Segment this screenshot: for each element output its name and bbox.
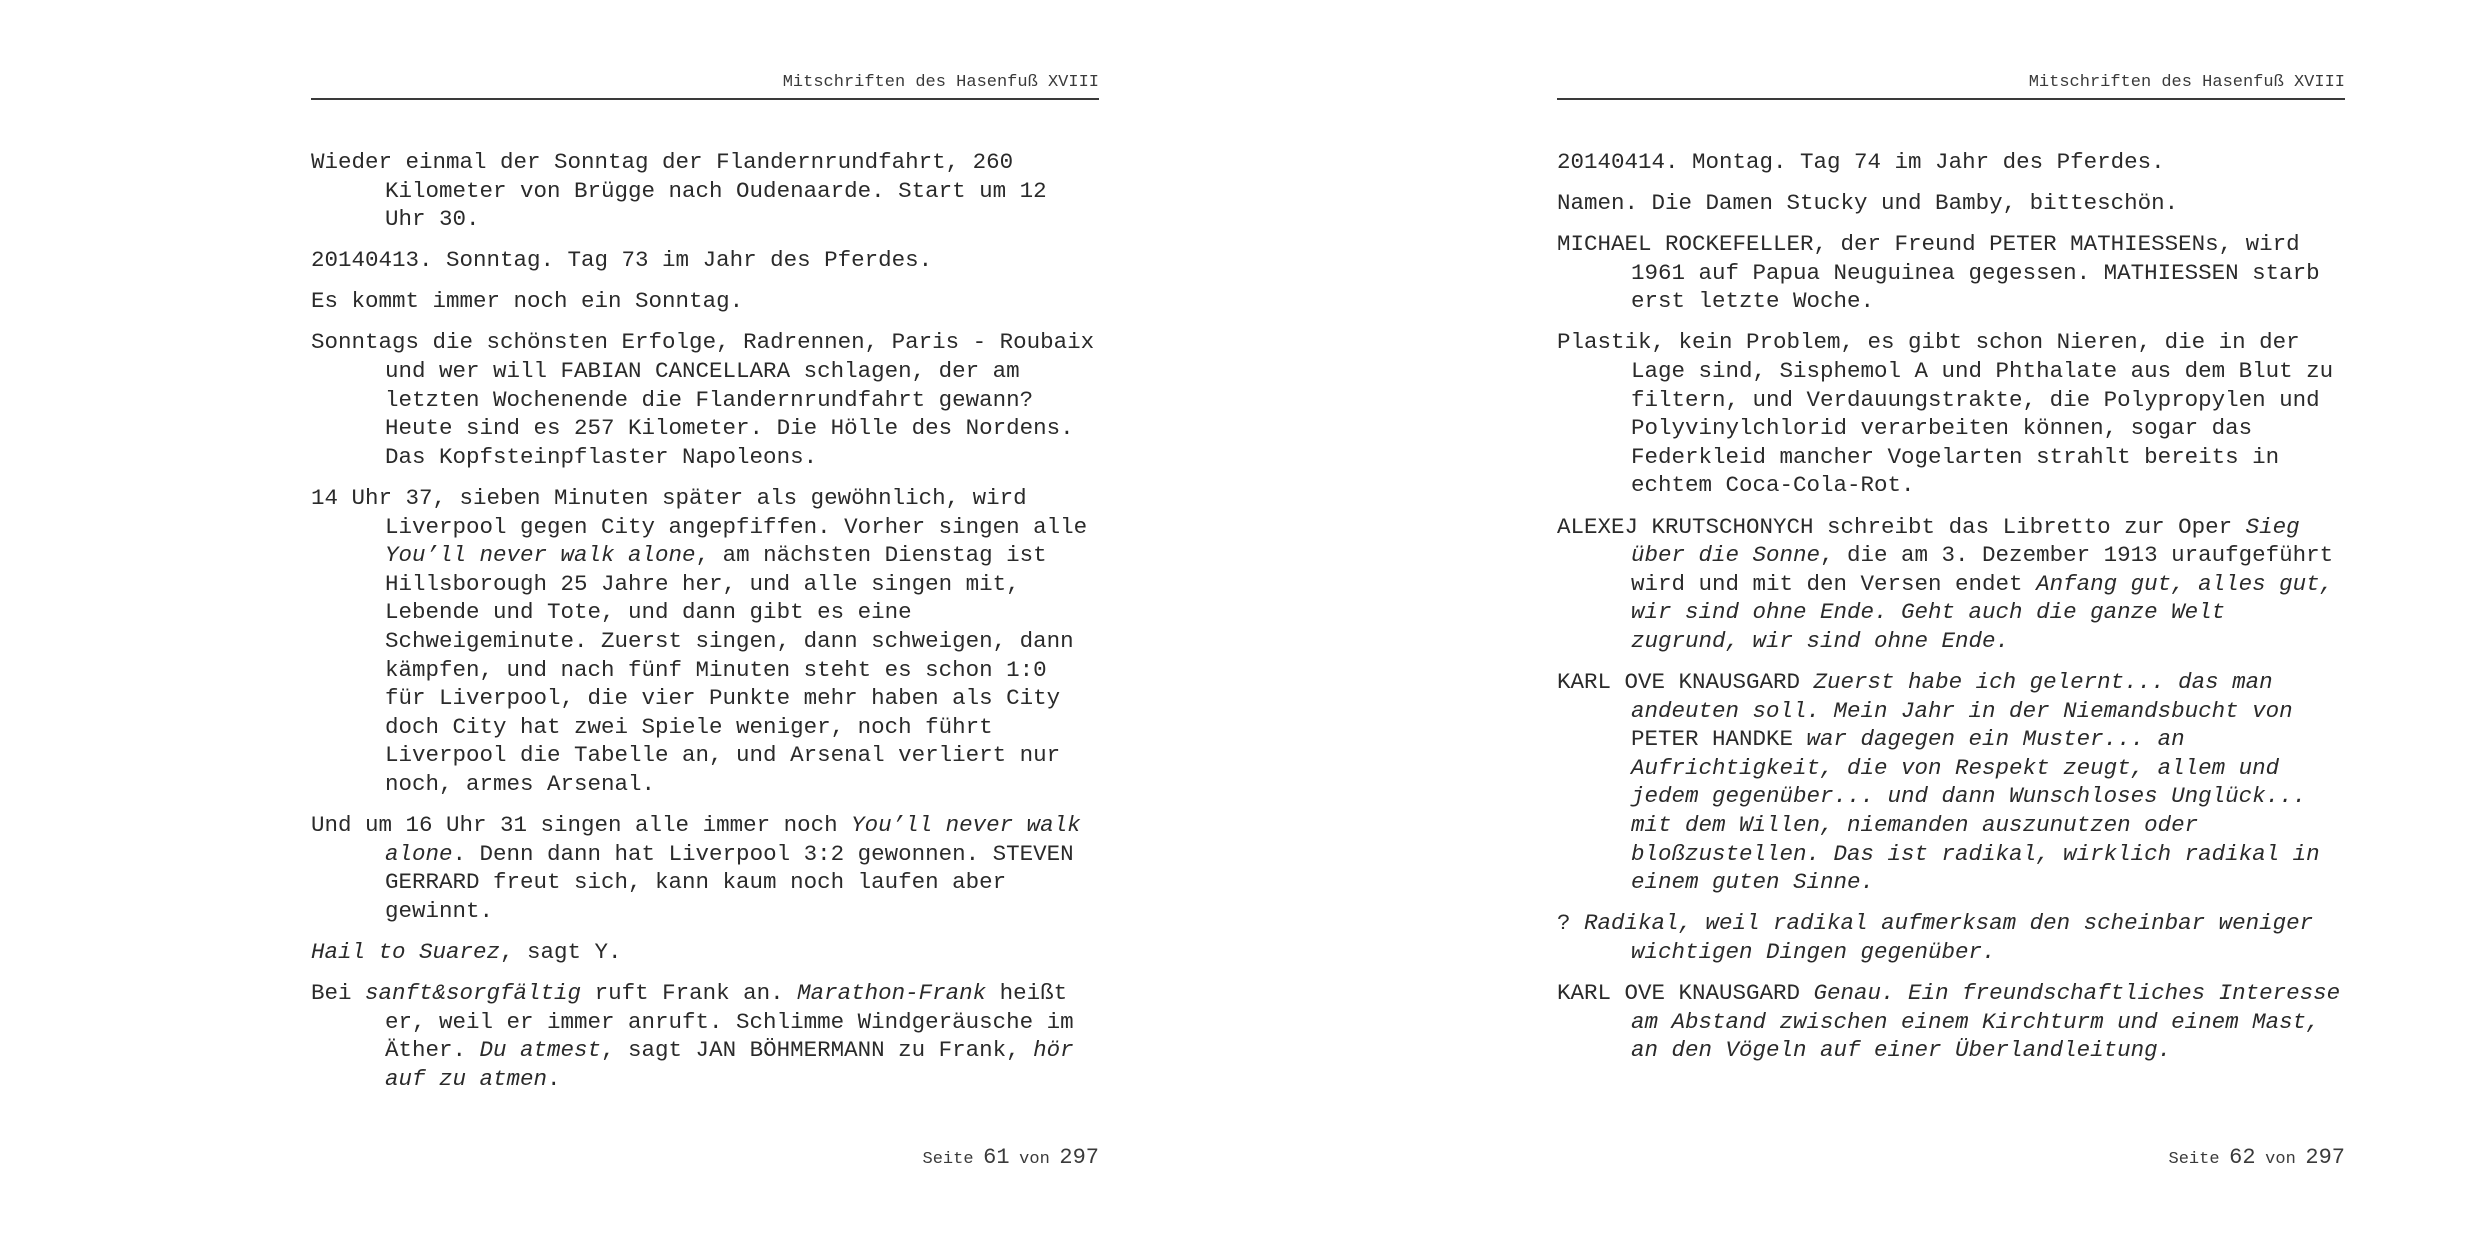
text-run: PETER HANDKE [1631, 726, 1794, 753]
page-total: 297 [1059, 1145, 1099, 1170]
text-run: Wieder einmal der Sonntag der Flandernrundfahrt, 260 Kilometer von Brügge nach Oudenaarde. Start um 12 Uhr 30. [311, 149, 1047, 233]
page-of-label: von [1019, 1150, 1050, 1169]
paragraph [1557, 230, 2345, 316]
paragraph [1557, 148, 2345, 177]
page-footer [311, 1145, 1099, 1170]
paragraph [1557, 189, 2345, 218]
page-body [311, 148, 1099, 1106]
text-run: Plastik, kein Problem, es gibt schon Nieren, die in der Lage sind, Sisphemol A und Phthalate aus dem Blut zu filtern, und Verdauungstrakte, die Polypropylen und Polyvinylchlorid verarbeiten können, sogar das Federkleid mancher Vogelarten strahlt bereits in echtem Coca-Cola-Rot. [1557, 329, 2334, 499]
paragraph [311, 938, 1099, 967]
paragraph [311, 246, 1099, 275]
paragraph [1557, 979, 2345, 1065]
page-number: 61 [983, 1145, 1010, 1170]
text-run: , die am 3. Dezember 1913 uraufgeführt wird und mit den Versen endet [1631, 542, 2334, 597]
text-run: Namen. Die Damen Stucky und Bamby, bitteschön. [1557, 190, 2179, 217]
page-label: Seite [922, 1150, 974, 1169]
text-run: KARL OVE KNAUSGARD [1557, 979, 1814, 1006]
italic-text: You’ll never walk alone [385, 811, 1081, 867]
text-run: , am nächsten Dienstag ist Hillsborough 25 Jahre her, und alle singen mit, Lebende und Tote, und dann gibt es eine Schweigeminute. Zuerst singen, dann schweigen, dann kämpfen, und nach fünf Minuten steht es schon 1:0 für Liverpool, die vier Punkte mehr haben als City doch City hat zwei Spiele weniger, noch führt Liverpool die Tabelle an, und Arsenal verliert nur noch, armes Arsenal. [385, 542, 1074, 797]
paragraph [311, 484, 1099, 799]
italic-text: Du atmest [479, 1037, 602, 1064]
page-footer [1557, 1145, 2345, 1170]
italic-text: You’ll never walk alone [385, 542, 696, 569]
paragraph [1557, 513, 2345, 656]
text-run: . Denn dann hat Liverpool 3:2 gewonnen. STEVEN GERRARD freut sich, kann kaum noch laufen aber gewinnt. [385, 840, 1074, 924]
text-run: Bei [311, 979, 366, 1006]
text-run: heißt er, weil er immer anruft. Schlimme Windgeräusche im Äther. [385, 979, 1074, 1064]
page-body [1557, 148, 2345, 1077]
paragraph [1557, 909, 2345, 966]
italic-text: war dagegen ein Muster... an Aufrichtigkeit, die von Respekt zeugt, allem und jedem gegenüber... und dann [1631, 726, 2280, 810]
page-header: Mitschriften des Hasenfuß XVIII [311, 71, 1099, 100]
italic-text: sanft&sorgfältig [365, 979, 582, 1006]
page-total: 297 [2305, 1145, 2345, 1170]
paragraph [311, 328, 1099, 471]
text-run: 20140414. Montag. Tag 74 im Jahr des Pferdes. [1557, 149, 2165, 175]
paragraph [1557, 668, 2345, 897]
italic-text: Anfang gut, alles gut, wir sind ohne Ende. Geht auch die ganze Welt zugrund, wir sind ohne Ende. [1631, 570, 2334, 654]
italic-text: Genau. Ein freundschaftliches Interesse am Abstand zwischen einem Kirchturm und einem Mast, an den Vögeln auf einer Überlandleitung. [1631, 979, 2341, 1064]
paragraph [311, 979, 1099, 1093]
text-run: ruft Frank an. [581, 979, 798, 1006]
text-run: . [547, 1065, 561, 1092]
text-run: Und um 16 Uhr 31 singen alle immer noch [311, 811, 852, 838]
italic-text: Radikal, weil radikal aufmerksam den scheinbar weniger wichtigen Dingen gegenüber. [1584, 910, 2314, 965]
italic-text: Marathon-Frank [797, 979, 987, 1006]
italic-text: Hail to Suarez [311, 938, 501, 965]
page-of-label: von [2265, 1150, 2296, 1169]
paragraph [311, 148, 1099, 234]
paragraph [311, 287, 1099, 316]
right-page [1557, 0, 2345, 1240]
text-run: ? [1557, 910, 1585, 937]
text-run: , sagt Y. [500, 938, 622, 965]
text-run: , sagt JAN BÖHMERMANN zu Frank, [601, 1037, 1034, 1064]
page-number: 62 [2229, 1145, 2256, 1170]
text-run: Es kommt immer noch ein Sonntag. [311, 288, 744, 315]
italic-text: Sieg über die Sonne [1631, 513, 2300, 569]
italic-text: Zuerst habe ich gelernt... das man andeuten soll. Mein Jahr in der Niemandsbucht von [1631, 669, 2293, 724]
paragraph [311, 811, 1099, 925]
italic-text: Wunschloses Unglück... mit dem Willen, niemanden auszunutzen oder bloßzustellen. Das ist radikal, wirklich radikal in einem guten Sinne. [1631, 783, 2320, 896]
italic-text: hör auf zu atmen [385, 1037, 1074, 1092]
left-page [311, 0, 1099, 1240]
text-run: MICHAEL ROCKEFELLER, der Freund PETER MATHIESSENs, wird 1961 auf Papua Neuguinea gegessen. MATHIESSEN starb erst letzte Woche. [1557, 231, 2320, 315]
text-run: Sonntags die schönsten Erfolge, Radrennen, Paris - Roubaix und wer will FABIAN CANCELLARA schlagen, der am letzten Wochenende die Flandernrundfahrt gewann? Heute sind es 257 Kilometer. Die Hölle des Nordens. Das Kopfsteinpflaster Napoleons. [311, 329, 1095, 470]
text-run: 14 Uhr 37, sieben Minuten später als gewöhnlich, wird Liverpool gegen City angepfiffen. Vorher singen alle [311, 484, 1088, 540]
page-header: Mitschriften des Hasenfuß XVIII [1557, 71, 2345, 100]
paragraph [1557, 328, 2345, 500]
text-run: ALEXEJ KRUTSCHONYCH schreibt das Libretto zur Oper [1557, 513, 2246, 540]
text-run: KARL OVE KNAUSGARD [1557, 669, 1814, 695]
text-run: 20140413. Sonntag. Tag 73 im Jahr des Pferdes. [311, 247, 933, 274]
page-label: Seite [2168, 1150, 2220, 1169]
